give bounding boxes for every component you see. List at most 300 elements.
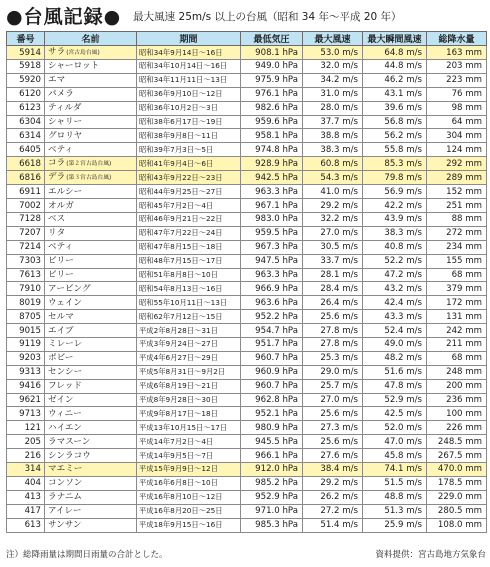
table-row: [7, 213, 487, 227]
table-row: [7, 379, 487, 393]
typhoon-name: アービング: [48, 283, 91, 294]
cell-max-wind: 27.0 m/s: [303, 226, 363, 240]
typhoon-name: コラ: [48, 158, 66, 169]
cell-max-gust: 47.2 m/s: [363, 268, 427, 282]
cell-name: [45, 518, 137, 532]
cell-total-rainfall: 379 mm: [427, 282, 487, 296]
cell-max-gust: 51.6 m/s: [363, 365, 427, 379]
cell-min-pressure: 983.0 hPa: [241, 213, 303, 227]
column-header: 期間: [137, 32, 241, 46]
cell-name: [45, 60, 137, 74]
cell-number: 6304: [7, 115, 45, 129]
cell-max-gust: 39.6 m/s: [363, 101, 427, 115]
cell-period: 平成8年9月28日〜30日: [137, 393, 241, 407]
cell-period: 昭和46年9月21日〜22日: [137, 213, 241, 227]
typhoon-name: ラマスーン: [48, 436, 91, 447]
cell-min-pressure: 980.9 hPa: [241, 421, 303, 435]
cell-name: [45, 365, 137, 379]
cell-max-gust: 49.0 m/s: [363, 338, 427, 352]
cell-max-wind: 27.0 m/s: [303, 393, 363, 407]
cell-max-wind: 25.3 m/s: [303, 351, 363, 365]
cell-min-pressure: 963.3 hPa: [241, 268, 303, 282]
cell-total-rainfall: 248 mm: [427, 365, 487, 379]
table-row: [7, 518, 487, 532]
cell-period: 平成16年8月20日〜25日: [137, 504, 241, 518]
cell-max-gust: 56.2 m/s: [363, 129, 427, 143]
typhoon-name: ボビー: [48, 353, 74, 364]
cell-total-rainfall: 172 mm: [427, 296, 487, 310]
cell-max-gust: 45.8 m/s: [363, 449, 427, 463]
cell-max-gust: 56.9 m/s: [363, 185, 427, 199]
cell-total-rainfall: 236 mm: [427, 393, 487, 407]
cell-max-gust: 48.2 m/s: [363, 351, 427, 365]
table-row: [7, 101, 487, 115]
typhoon-name: ベス: [48, 214, 66, 225]
cell-total-rainfall: 155 mm: [427, 254, 487, 268]
typhoon-name: セルマ: [48, 311, 74, 322]
cell-max-wind: 28.1 m/s: [303, 268, 363, 282]
cell-max-gust: 43.1 m/s: [363, 87, 427, 101]
cell-total-rainfall: 223 mm: [427, 73, 487, 87]
typhoon-name: エルシー: [48, 186, 83, 197]
cell-period: 昭和47年8月15日〜18日: [137, 240, 241, 254]
table-row: [7, 351, 487, 365]
cell-period: 昭和47年7月22日〜24日: [137, 226, 241, 240]
cell-number: 6314: [7, 129, 45, 143]
cell-max-wind: 38.8 m/s: [303, 129, 363, 143]
cell-number: 6120: [7, 87, 45, 101]
typhoon-alias: (第３宮古島台風): [66, 175, 112, 182]
cell-period: 平成5年8月31日〜9月2日: [137, 365, 241, 379]
table-row: [7, 407, 487, 421]
cell-total-rainfall: 229.0 mm: [427, 490, 487, 504]
cell-max-gust: 52.2 m/s: [363, 254, 427, 268]
cell-total-rainfall: 251 mm: [427, 199, 487, 213]
typhoon-name: デラ: [48, 172, 66, 183]
cell-period: 昭和54年8月13日〜16日: [137, 282, 241, 296]
cell-number: 7214: [7, 240, 45, 254]
table-row: [7, 115, 487, 129]
cell-period: 平成6年8月19日〜21日: [137, 379, 241, 393]
cell-period: 平成13年10月15日〜17日: [137, 421, 241, 435]
cell-min-pressure: 952.2 hPa: [241, 310, 303, 324]
typhoon-name: エマ: [48, 75, 66, 86]
cell-name: [45, 282, 137, 296]
cell-max-wind: 53.0 m/s: [303, 46, 363, 60]
table-row: [7, 73, 487, 87]
cell-max-wind: 25.7 m/s: [303, 379, 363, 393]
typhoon-name: フレッド: [48, 381, 82, 392]
cell-min-pressure: 985.2 hPa: [241, 476, 303, 490]
cell-period: 平成14年9月5日〜7日: [137, 449, 241, 463]
cell-max-wind: 32.2 m/s: [303, 213, 363, 227]
cell-min-pressure: 962.8 hPa: [241, 393, 303, 407]
cell-total-rainfall: 68 mm: [427, 268, 487, 282]
footer-source: 資料提供：宮古島地方気象台: [375, 550, 486, 560]
cell-name: [45, 490, 137, 504]
table-row: [7, 240, 487, 254]
cell-total-rainfall: 267.5 mm: [427, 449, 487, 463]
cell-max-gust: 43.3 m/s: [363, 310, 427, 324]
cell-min-pressure: 949.0 hPa: [241, 60, 303, 74]
cell-max-gust: 43.2 m/s: [363, 282, 427, 296]
typhoon-name: ラナニム: [48, 492, 83, 503]
cell-max-wind: 27.2 m/s: [303, 504, 363, 518]
cell-name: [45, 73, 137, 87]
cell-name: [45, 240, 137, 254]
cell-period: 平成3年9月24日〜27日: [137, 338, 241, 352]
cell-min-pressure: 952.9 hPa: [241, 490, 303, 504]
cell-number: 613: [7, 518, 45, 532]
typhoon-name: パメラ: [48, 89, 74, 100]
cell-period: 昭和41年9月4日〜6日: [137, 157, 241, 171]
cell-name: [45, 338, 137, 352]
cell-name: [45, 504, 137, 518]
cell-period: 平成9年8月17日〜18日: [137, 407, 241, 421]
typhoon-name: ビリー: [48, 270, 74, 281]
cell-name: [45, 435, 137, 449]
cell-number: 6816: [7, 171, 45, 185]
cell-number: 9119: [7, 338, 45, 352]
cell-min-pressure: 928.9 hPa: [241, 157, 303, 171]
cell-total-rainfall: 108.0 mm: [427, 518, 487, 532]
cell-min-pressure: 967.3 hPa: [241, 240, 303, 254]
cell-max-wind: 26.2 m/s: [303, 490, 363, 504]
table-row: [7, 282, 487, 296]
table-row: [7, 254, 487, 268]
cell-number: 7303: [7, 254, 45, 268]
typhoon-name: シンラコウ: [48, 450, 91, 461]
table-row: [7, 199, 487, 213]
cell-total-rainfall: 234 mm: [427, 240, 487, 254]
cell-total-rainfall: 242 mm: [427, 324, 487, 338]
cell-number: 9203: [7, 351, 45, 365]
typhoon-name: オルガ: [48, 200, 74, 211]
typhoon-name: マエミー: [48, 464, 83, 475]
cell-number: 7613: [7, 268, 45, 282]
cell-name: [45, 199, 137, 213]
cell-max-gust: 42.4 m/s: [363, 296, 427, 310]
typhoon-name: ビリー: [48, 256, 74, 267]
cell-min-pressure: 974.8 hPa: [241, 143, 303, 157]
cell-number: 5914: [7, 46, 45, 60]
cell-max-gust: 47.8 m/s: [363, 379, 427, 393]
page-title: ●台風記録●: [6, 5, 122, 28]
cell-period: 昭和48年7月15日〜17日: [137, 254, 241, 268]
table-header-row: [7, 32, 487, 46]
cell-name: [45, 463, 137, 477]
cell-max-gust: 25.9 m/s: [363, 518, 427, 532]
cell-max-gust: 52.0 m/s: [363, 421, 427, 435]
typhoon-name: ゼイン: [48, 395, 74, 406]
table-row: [7, 60, 487, 74]
typhoon-name: グロリヤ: [48, 130, 83, 141]
cell-total-rainfall: 248.5 mm: [427, 435, 487, 449]
cell-max-wind: 34.2 m/s: [303, 73, 363, 87]
cell-max-gust: 48.8 m/s: [363, 490, 427, 504]
cell-number: 9015: [7, 324, 45, 338]
typhoon-name: ティルダ: [48, 103, 82, 114]
cell-total-rainfall: 211 mm: [427, 338, 487, 352]
cell-number: 6618: [7, 157, 45, 171]
cell-max-gust: 74.1 m/s: [363, 463, 427, 477]
cell-period: 平成15年9月9日〜12日: [137, 463, 241, 477]
column-header: 総降水量: [427, 32, 487, 46]
cell-min-pressure: 958.1 hPa: [241, 129, 303, 143]
cell-min-pressure: 966.9 hPa: [241, 282, 303, 296]
cell-total-rainfall: 292 mm: [427, 157, 487, 171]
cell-number: 121: [7, 421, 45, 435]
cell-max-wind: 26.4 m/s: [303, 296, 363, 310]
cell-min-pressure: 952.1 hPa: [241, 407, 303, 421]
table-row: [7, 226, 487, 240]
cell-total-rainfall: 124 mm: [427, 143, 487, 157]
cell-period: 昭和51年8月8日〜10日: [137, 268, 241, 282]
cell-max-wind: 30.5 m/s: [303, 240, 363, 254]
cell-max-wind: 27.6 m/s: [303, 449, 363, 463]
cell-min-pressure: 912.0 hPa: [241, 463, 303, 477]
cell-max-wind: 51.4 m/s: [303, 518, 363, 532]
cell-min-pressure: 960.9 hPa: [241, 365, 303, 379]
cell-total-rainfall: 203 mm: [427, 60, 487, 74]
cell-period: 平成16年6月8日〜10日: [137, 476, 241, 490]
table-row: [7, 393, 487, 407]
cell-period: 昭和43年9月22日〜23日: [137, 171, 241, 185]
cell-period: 昭和34年11月11日〜13日: [137, 73, 241, 87]
typhoon-name: サンサン: [48, 520, 82, 531]
cell-total-rainfall: 226 mm: [427, 421, 487, 435]
table-row: [7, 504, 487, 518]
table-row: [7, 143, 487, 157]
cell-max-gust: 46.2 m/s: [363, 73, 427, 87]
column-header: 番号: [7, 32, 45, 46]
cell-max-wind: 27.8 m/s: [303, 338, 363, 352]
cell-period: 昭和36年9月10日〜12日: [137, 87, 241, 101]
cell-name: [45, 351, 137, 365]
cell-period: 昭和34年9月14日〜16日: [137, 46, 241, 60]
cell-name: [45, 171, 137, 185]
cell-number: 9621: [7, 393, 45, 407]
table-row: [7, 463, 487, 477]
cell-max-wind: 25.6 m/s: [303, 310, 363, 324]
cell-max-wind: 54.3 m/s: [303, 171, 363, 185]
table-row: [7, 365, 487, 379]
cell-name: [45, 407, 137, 421]
cell-name: [45, 87, 137, 101]
cell-number: 6123: [7, 101, 45, 115]
cell-total-rainfall: 200 mm: [427, 379, 487, 393]
cell-name: [45, 421, 137, 435]
table-row: [7, 476, 487, 490]
cell-min-pressure: 971.0 hPa: [241, 504, 303, 518]
table-row: [7, 490, 487, 504]
cell-total-rainfall: 304 mm: [427, 129, 487, 143]
cell-max-gust: 56.8 m/s: [363, 115, 427, 129]
cell-max-wind: 29.2 m/s: [303, 476, 363, 490]
cell-name: [45, 379, 137, 393]
typhoon-name: ウェイン: [48, 297, 83, 308]
cell-number: 7910: [7, 282, 45, 296]
cell-name: [45, 46, 137, 60]
cell-total-rainfall: 88 mm: [427, 213, 487, 227]
cell-number: 6911: [7, 185, 45, 199]
cell-total-rainfall: 470.0 mm: [427, 463, 487, 477]
typhoon-name: エイブ: [48, 325, 74, 336]
typhoon-name: コンソン: [48, 478, 83, 489]
page-subtitle: 最大風速 25m/s 以上の台風（昭和 34 年〜平成 20 年）: [133, 11, 402, 23]
cell-max-gust: 64.8 m/s: [363, 46, 427, 60]
cell-number: 7002: [7, 199, 45, 213]
cell-max-wind: 27.8 m/s: [303, 324, 363, 338]
typhoon-name: ベティ: [48, 144, 74, 155]
cell-min-pressure: 975.9 hPa: [241, 73, 303, 87]
typhoon-name: ハイエン: [48, 422, 83, 433]
cell-min-pressure: 976.1 hPa: [241, 87, 303, 101]
table-row: [7, 185, 487, 199]
cell-max-wind: 28.0 m/s: [303, 101, 363, 115]
cell-min-pressure: 966.1 hPa: [241, 449, 303, 463]
typhoon-name: サラ: [48, 47, 66, 57]
table-row: [7, 87, 487, 101]
cell-number: 216: [7, 449, 45, 463]
cell-max-gust: 52.4 m/s: [363, 324, 427, 338]
cell-period: 昭和44年9月25日〜27日: [137, 185, 241, 199]
cell-min-pressure: 963.3 hPa: [241, 185, 303, 199]
cell-max-wind: 32.0 m/s: [303, 60, 363, 74]
typhoon-name: ベティ: [48, 242, 74, 253]
cell-number: 314: [7, 463, 45, 477]
cell-min-pressure: 960.7 hPa: [241, 351, 303, 365]
cell-number: 205: [7, 435, 45, 449]
cell-total-rainfall: 163 mm: [427, 46, 487, 60]
typhoon-name: センシー: [48, 367, 83, 378]
cell-max-wind: 31.0 m/s: [303, 87, 363, 101]
cell-total-rainfall: 178.5 mm: [427, 476, 487, 490]
cell-number: 413: [7, 490, 45, 504]
cell-period: 昭和38年9月8日〜11日: [137, 129, 241, 143]
cell-period: 平成4年6月27日〜29日: [137, 351, 241, 365]
table-row: [7, 324, 487, 338]
cell-max-gust: 43.9 m/s: [363, 213, 427, 227]
cell-period: 昭和34年10月14日〜16日: [137, 60, 241, 74]
column-header: 最大瞬間風速: [363, 32, 427, 46]
cell-min-pressure: 967.1 hPa: [241, 199, 303, 213]
cell-number: 5918: [7, 60, 45, 74]
cell-max-wind: 29.2 m/s: [303, 199, 363, 213]
cell-name: [45, 324, 137, 338]
cell-number: 8019: [7, 296, 45, 310]
cell-total-rainfall: 100 mm: [427, 407, 487, 421]
cell-name: [45, 268, 137, 282]
cell-max-wind: 60.8 m/s: [303, 157, 363, 171]
cell-name: [45, 213, 137, 227]
typhoon-name: ミレーレ: [48, 339, 83, 350]
cell-number: 9713: [7, 407, 45, 421]
cell-number: 5920: [7, 73, 45, 87]
cell-max-wind: 38.4 m/s: [303, 463, 363, 477]
cell-max-gust: 85.3 m/s: [363, 157, 427, 171]
cell-name: [45, 296, 137, 310]
cell-min-pressure: 947.5 hPa: [241, 254, 303, 268]
cell-max-gust: 38.3 m/s: [363, 226, 427, 240]
cell-period: 平成14年7月2日〜4日: [137, 435, 241, 449]
typhoon-name: アイレー: [48, 506, 82, 517]
cell-min-pressure: 985.3 hPa: [241, 518, 303, 532]
table-row: [7, 310, 487, 324]
footer: [6, 548, 486, 560]
cell-total-rainfall: 76 mm: [427, 87, 487, 101]
cell-total-rainfall: 131 mm: [427, 310, 487, 324]
typhoon-name: シャーロット: [48, 61, 100, 72]
cell-name: [45, 254, 137, 268]
cell-period: 平成18年9月15日〜16日: [137, 518, 241, 532]
cell-min-pressure: 951.7 hPa: [241, 338, 303, 352]
typhoon-name: シャリー: [48, 117, 83, 127]
cell-max-gust: 51.3 m/s: [363, 504, 427, 518]
cell-period: 昭和38年6月17日〜19日: [137, 115, 241, 129]
cell-max-wind: 25.6 m/s: [303, 407, 363, 421]
cell-min-pressure: 908.1 hPa: [241, 46, 303, 60]
title-bar: [6, 2, 486, 28]
cell-number: 9416: [7, 379, 45, 393]
cell-name: [45, 310, 137, 324]
cell-max-gust: 79.8 m/s: [363, 171, 427, 185]
cell-name: [45, 129, 137, 143]
cell-name: [45, 226, 137, 240]
cell-min-pressure: 954.7 hPa: [241, 324, 303, 338]
cell-max-wind: 38.3 m/s: [303, 143, 363, 157]
cell-name: [45, 476, 137, 490]
cell-total-rainfall: 64 mm: [427, 115, 487, 129]
cell-max-gust: 42.5 m/s: [363, 407, 427, 421]
column-header: 最低気圧: [241, 32, 303, 46]
cell-max-wind: 29.0 m/s: [303, 365, 363, 379]
typhoon-name: リタ: [48, 228, 66, 239]
cell-min-pressure: 945.5 hPa: [241, 435, 303, 449]
cell-max-wind: 27.3 m/s: [303, 421, 363, 435]
cell-max-wind: 25.6 m/s: [303, 435, 363, 449]
table-row: [7, 171, 487, 185]
cell-max-gust: 42.2 m/s: [363, 199, 427, 213]
table-row: [7, 46, 487, 60]
cell-min-pressure: 982.6 hPa: [241, 101, 303, 115]
cell-number: 8705: [7, 310, 45, 324]
typhoon-record-table: [6, 31, 487, 533]
cell-period: 昭和39年7月3日〜5日: [137, 143, 241, 157]
cell-number: 7128: [7, 213, 45, 227]
cell-max-wind: 37.7 m/s: [303, 115, 363, 129]
table-row: [7, 435, 487, 449]
cell-name: [45, 143, 137, 157]
cell-total-rainfall: 272 mm: [427, 226, 487, 240]
table-row: [7, 157, 487, 171]
table-row: [7, 338, 487, 352]
cell-max-gust: 52.9 m/s: [363, 393, 427, 407]
cell-total-rainfall: 289 mm: [427, 171, 487, 185]
typhoon-alias: (宮古島台風): [66, 50, 100, 56]
table-row: [7, 129, 487, 143]
cell-name: [45, 449, 137, 463]
cell-period: 平成16年8月10日〜12日: [137, 490, 241, 504]
cell-min-pressure: 960.7 hPa: [241, 379, 303, 393]
typhoon-name: ウィニー: [48, 408, 82, 419]
table-body: [7, 46, 487, 533]
cell-max-gust: 55.8 m/s: [363, 143, 427, 157]
cell-total-rainfall: 68 mm: [427, 351, 487, 365]
cell-name: [45, 185, 137, 199]
cell-max-gust: 40.8 m/s: [363, 240, 427, 254]
cell-period: 平成2年8月28日〜31日: [137, 324, 241, 338]
